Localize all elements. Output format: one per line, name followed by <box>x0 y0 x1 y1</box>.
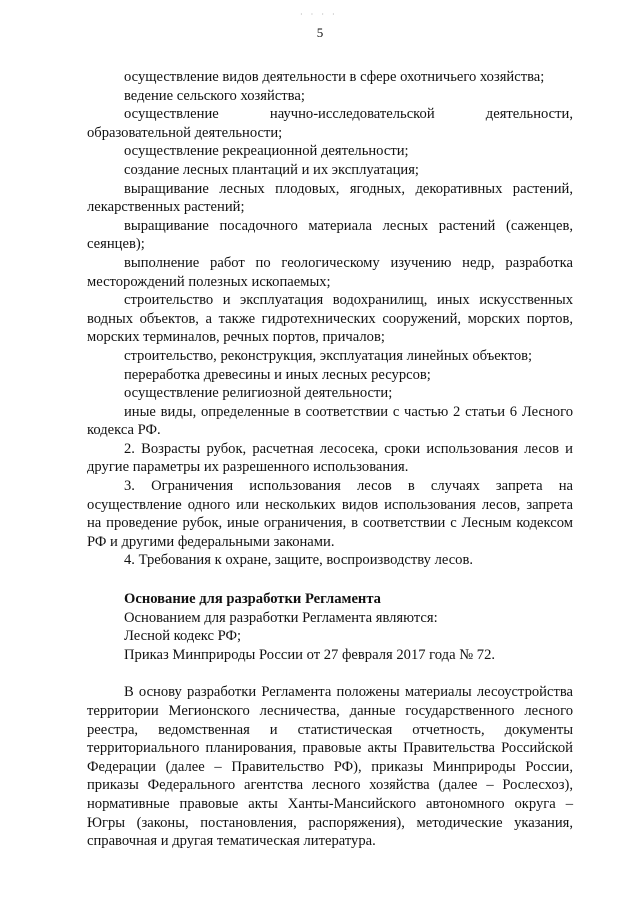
list-item: переработка древесины и иных лесных ресурсов; <box>124 366 431 383</box>
document-body <box>87 68 573 851</box>
list-item: ведение сельского хозяйства; <box>124 87 305 104</box>
list-item: создание лесных плантаций и их эксплуатация; <box>124 161 419 178</box>
list-item: осуществление научно-исследовательской деятельности, образовательной деятельности; <box>87 106 573 141</box>
list-item: осуществление религиозной деятельности; <box>124 385 393 402</box>
numbered-item: 3. Ограничения использования лесов в случаях запрета на осуществление одного или нескольких видов использования лесов, запрета на проведение рубок, иные ограничения, в соответствии с Лесным кодексом РФ и другими федеральными законами. <box>87 478 573 550</box>
section-intro: Основанием для разработки Регламента являются: <box>124 609 438 626</box>
basis-item: Приказ Минприроды России от 27 февраля 2017 года № 72. <box>124 646 496 663</box>
list-item: строительство и эксплуатация водохранилищ, иных искусственных водных объектов, а также гидротехнических сооружений, морских портов, морских терминалов, речных портов, причалов; <box>87 292 573 346</box>
list-item: выполнение работ по геологическому изучению недр, разработка месторождений полезных ископаемых; <box>87 254 573 290</box>
closing-paragraph: В основу разработки Регламента положены материалы лесоустройства территории Мегионского лесничества, данные государственного лесного реестра, ведомственная и статистическая отчетность, документы территориального планирования, правовые акты Правительства Российской Федерации (далее – Правительство РФ), приказы Минприроды России, приказы Федерального агентства лесного хозяйства (далее – Рослесхоз), нормативные правовые акты Ханты-Мансийского автономного округа – Югры (законы, постановления, распоряжения), методические указания, справочная и другая тематическая литература. <box>87 684 573 850</box>
list-item: осуществление видов деятельности в сфере охотничьего хозяйства; <box>124 69 545 85</box>
basis-section <box>87 590 573 664</box>
list-item: иные виды, определенные в соответствии с частью 2 статьи 6 Лесного кодекса РФ. <box>87 403 573 439</box>
list-item: выращивание посадочного материала лесных растений (саженцев, сеянцев); <box>87 217 573 253</box>
list-item: строительство, реконструкция, эксплуатация линейных объектов; <box>124 347 533 364</box>
land-use-list <box>87 68 573 440</box>
list-item: выращивание лесных плодовых, ягодных, декоративных растений, лекарственных растений; <box>87 180 573 216</box>
paragraph-gap <box>87 664 573 683</box>
list-item: осуществление рекреационной деятельности; <box>124 143 409 160</box>
numbered-item: 4. Требования к охране, защите, воспроизводству лесов. <box>124 552 474 569</box>
numbered-item: 2. Возрасты рубок, расчетная лесосека, сроки использования лесов и другие параметры их разрешенного использования. <box>87 440 573 476</box>
numbered-list <box>87 440 573 570</box>
page-number: 5 <box>316 25 324 40</box>
scan-marks: · · · · <box>300 10 338 19</box>
section-heading: Основание для разработки Регламента <box>124 591 381 608</box>
basis-item: Лесной кодекс РФ; <box>124 628 242 645</box>
